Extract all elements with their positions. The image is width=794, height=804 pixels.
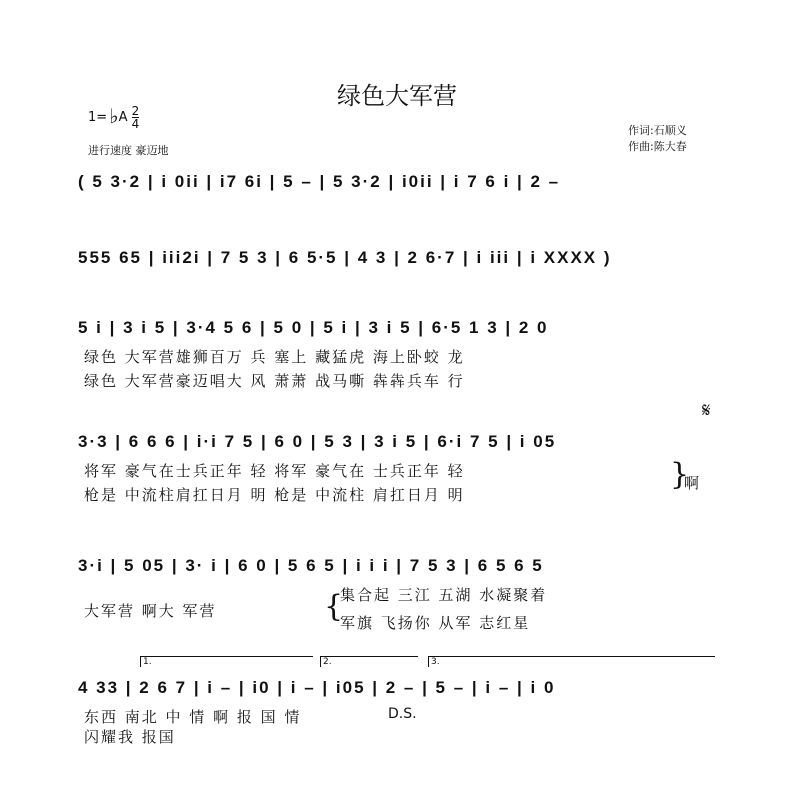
- lyricist: 作词:石顺义: [628, 124, 687, 137]
- notes-row-5: 3·i | 5 05 | 3· i | 6 0 | 5 6 5 | i i i | 7 5 3 | 6 5 6 5: [78, 556, 544, 575]
- segno-sign: 𝄋: [702, 398, 711, 422]
- staff-row-4: [78, 432, 718, 512]
- lyric-row-4-verse-1: 将军 豪气在士兵正年 轻 将军 豪气在 士兵正年 轻: [84, 462, 465, 480]
- lyric-row-4-verse-2: 枪是 中流柱肩扛日月 明 枪是 中流柱 肩扛日月 明: [84, 486, 465, 504]
- notes-row-1: ( 5 3·2 | i 0ii | i7 6i | 5 – | 5 3·2 | i0ii | i 7 6 i | 2 –: [78, 172, 561, 191]
- staff-row-2: [78, 248, 718, 278]
- key-signature: [88, 104, 139, 130]
- key-note: A: [118, 110, 128, 125]
- flat-sign: ♭: [109, 104, 119, 128]
- time-bottom: 4: [131, 117, 140, 131]
- notes-row-3: 5 i | 3 i 5 | 3·4 5 6 | 5 0 | 5 i | 3 i 5 | 6·5 1 3 | 2 0: [78, 318, 549, 337]
- lyric-row-5-verse-1: 大军营 啊大 军营: [84, 602, 217, 620]
- staff-row-6: [78, 678, 718, 758]
- volta-1: 1.: [140, 656, 313, 667]
- time-top: 2: [131, 104, 140, 118]
- lyric-row-5-verse-2a: 集合起 三江 五湖 水凝聚着: [340, 586, 548, 604]
- lyric-row-4-tail: 啊: [684, 474, 702, 492]
- time-signature: [132, 105, 140, 130]
- volta-2: 2.: [320, 656, 418, 667]
- tempo-marking: 进行速度 豪迈地: [88, 144, 169, 157]
- right-brace: }: [670, 457, 690, 492]
- staff-row-3: [78, 318, 718, 398]
- lyric-row-6-verse-2: 闪耀我 报国: [84, 728, 176, 746]
- notes-row-2: 555 65 | iii2i | 7 5 3 | 6 5·5 | 4 3 | 2 6·7 | i iii | i XXXX ): [78, 248, 612, 267]
- left-brace: {: [324, 589, 344, 624]
- volta-3: 3.: [428, 656, 715, 667]
- dal-segno-mark: D.S.: [388, 706, 417, 722]
- key-prefix: 1=: [88, 110, 108, 125]
- lyric-row-5-verse-2b: 军旗 飞扬你 从军 志红星: [340, 614, 531, 632]
- notes-row-6: 4 33 | 2 6 7 | i – | i0 | i – | i05 | 2 – | 5 – | i – | i 0: [78, 678, 556, 697]
- lyric-row-3-verse-1: 绿色 大军营雄狮百万 兵 塞上 藏猛虎 海上卧蛟 龙: [84, 348, 465, 366]
- staff-row-5: [78, 556, 718, 636]
- lyric-row-3-verse-2: 绿色 大军营豪迈唱大 风 萧萧 战马嘶 犇犇兵车 行: [84, 372, 465, 390]
- staff-row-1: [78, 172, 718, 202]
- notes-row-4: 3·3 | 6 6 6 | i·i 7 5 | 6 0 | 5 3 | 3 i 5 | 6·i 7 5 | i 05: [78, 432, 557, 451]
- composer: 作曲:陈大春: [628, 140, 687, 153]
- song-title: 绿色大军营: [337, 82, 457, 110]
- lyric-row-6-verse-1: 东西 南北 中 情 啊 报 国 情: [84, 708, 302, 726]
